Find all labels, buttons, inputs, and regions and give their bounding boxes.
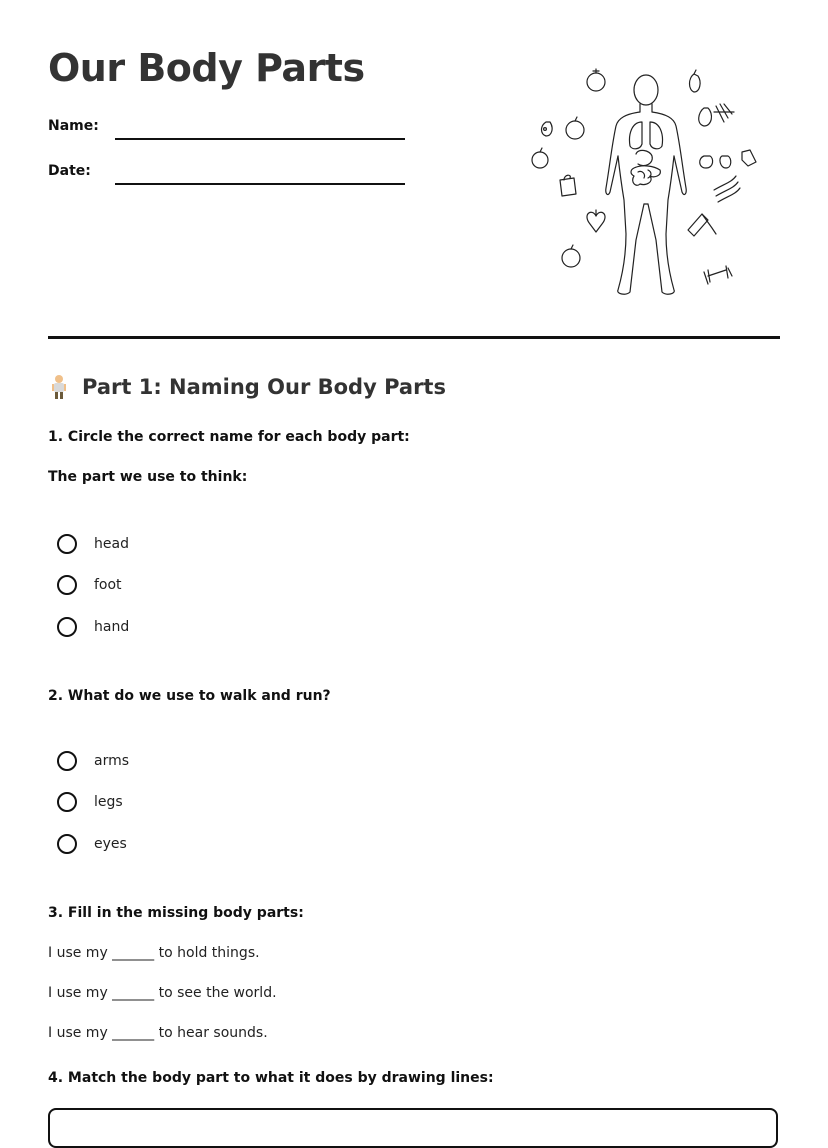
question-4-prompt: 4. Match the body part to what it does by drawing lines: bbox=[48, 1070, 494, 1086]
matching-box[interactable] bbox=[48, 1108, 778, 1148]
option-label: head bbox=[94, 536, 129, 552]
name-field[interactable] bbox=[115, 138, 405, 140]
q1-option-foot[interactable] bbox=[57, 572, 122, 598]
option-label: arms bbox=[94, 753, 130, 769]
fill-sentence[interactable]: I use my ______ to hold things. bbox=[48, 945, 260, 961]
section-1-title-text: Part 1: Naming Our Body Parts bbox=[82, 375, 446, 399]
option-label: eyes bbox=[94, 836, 127, 852]
radio-circle[interactable] bbox=[57, 617, 77, 637]
date-field[interactable] bbox=[115, 183, 405, 185]
fill-sentence[interactable]: I use my ______ to see the world. bbox=[48, 985, 277, 1001]
section-1-title bbox=[48, 374, 446, 400]
q2-option-eyes[interactable] bbox=[57, 831, 127, 857]
q2-option-legs[interactable] bbox=[57, 789, 123, 815]
radio-circle[interactable] bbox=[57, 751, 77, 771]
question-2-prompt: 2. What do we use to walk and run? bbox=[48, 688, 331, 704]
radio-circle[interactable] bbox=[57, 834, 77, 854]
body-illustration-icon bbox=[526, 64, 770, 304]
option-label: hand bbox=[94, 619, 130, 635]
q1-option-hand[interactable] bbox=[57, 614, 129, 640]
lung-icon bbox=[630, 122, 643, 149]
option-label: foot bbox=[94, 577, 122, 593]
radio-circle[interactable] bbox=[57, 792, 77, 812]
section-divider bbox=[48, 336, 780, 339]
stomach-icon bbox=[636, 150, 652, 165]
date-label: Date: bbox=[48, 163, 91, 179]
person-icon bbox=[48, 374, 70, 400]
radio-circle[interactable] bbox=[57, 534, 77, 554]
fill-sentence[interactable]: I use my ______ to hear sounds. bbox=[48, 1025, 268, 1041]
question-3-prompt: 3. Fill in the missing body parts: bbox=[48, 905, 304, 921]
q2-option-arms[interactable] bbox=[57, 748, 129, 774]
name-label: Name: bbox=[48, 118, 99, 134]
radio-circle[interactable] bbox=[57, 575, 77, 595]
question-1-subprompt: The part we use to think: bbox=[48, 469, 248, 485]
option-label: legs bbox=[94, 794, 123, 810]
q1-option-head[interactable] bbox=[57, 531, 129, 557]
question-1-prompt: 1. Circle the correct name for each body part: bbox=[48, 429, 410, 445]
page-title: Our Body Parts bbox=[48, 46, 365, 90]
